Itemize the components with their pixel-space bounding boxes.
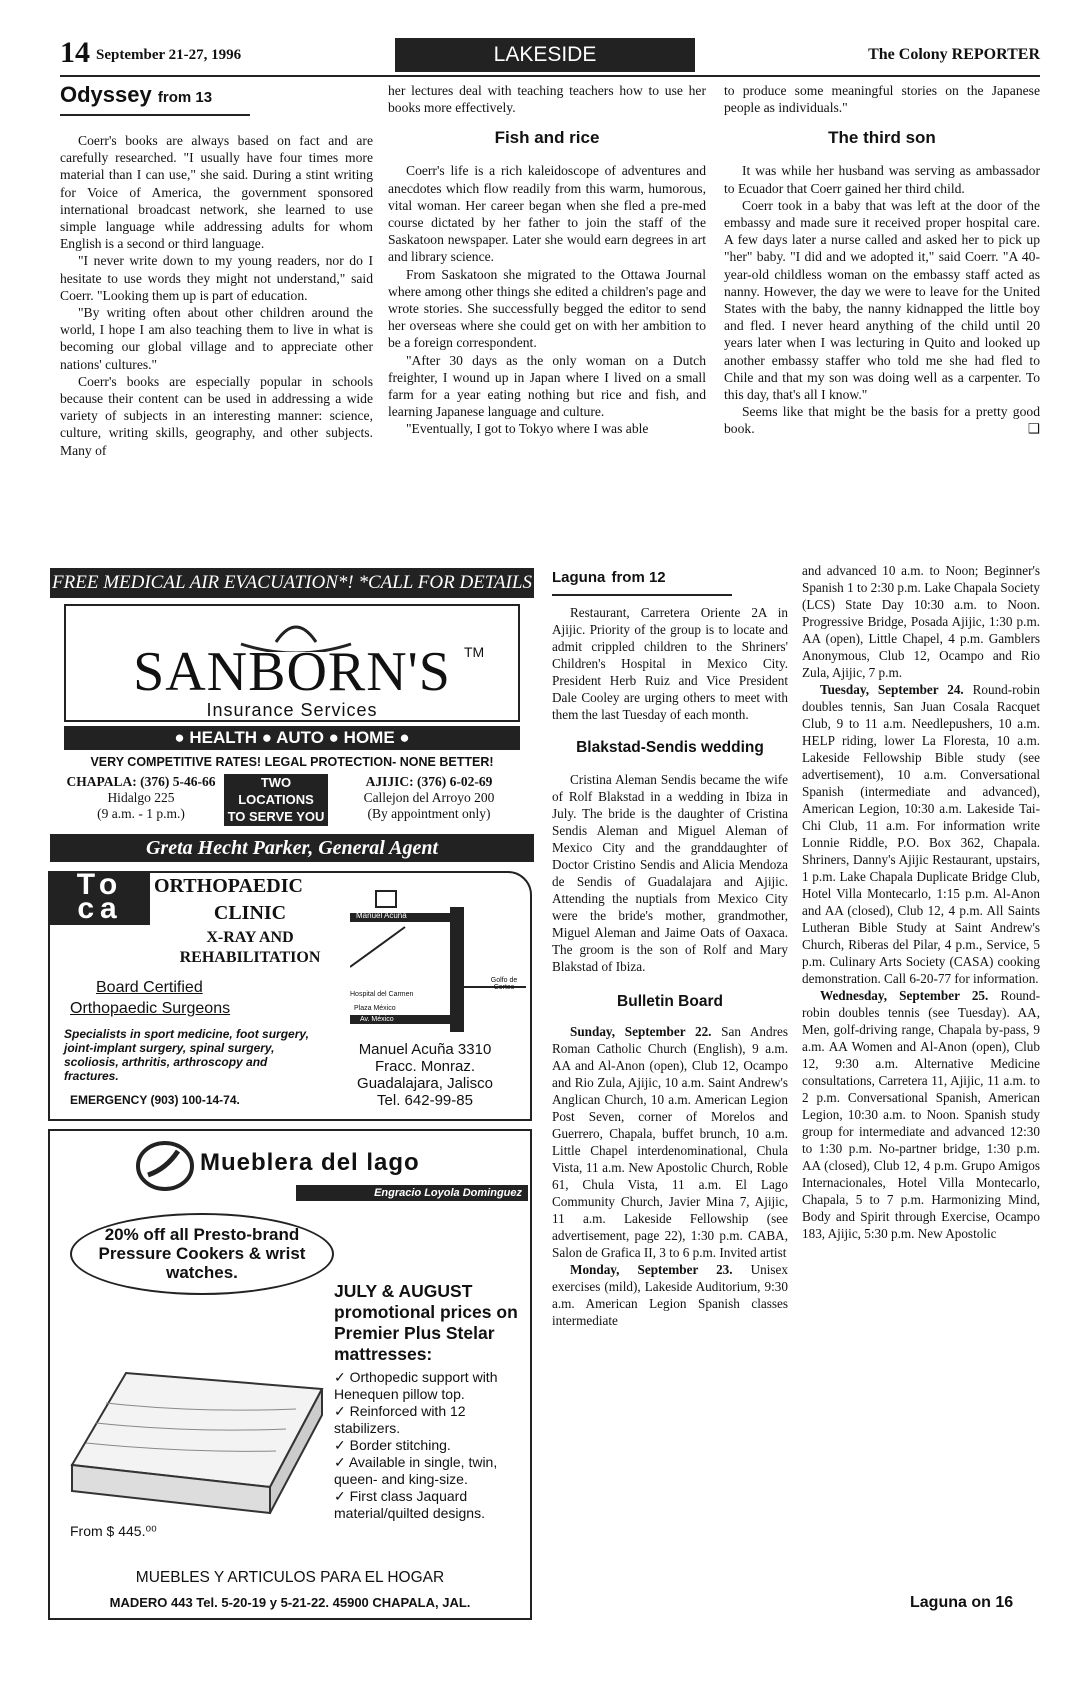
- clinic-address: [320, 1041, 530, 1109]
- odyssey-para: From Saskatoon she migrated to the Ottawa Journal where among other things she edited a children's page and wrote stories. She successfully begged the editor to send her overseas where she could get on with her ambition to be a foreign correspondent.: [388, 266, 706, 351]
- end-mark: ❑: [1027, 421, 1040, 437]
- locations-line: TO SERVE YOU: [227, 809, 325, 824]
- feature-item: ✓ Available in single, twin, queen- and king-size.: [334, 1454, 498, 1487]
- page-number: 14: [60, 36, 90, 69]
- toca-logo: [50, 868, 150, 925]
- sanborns-ad: [48, 566, 532, 864]
- oval-text: 20% off all Presto-brand Pressure Cookers & wrist watches.: [98, 1225, 306, 1282]
- odyssey-closing: Seems like that might be the basis for a pretty good book.: [724, 404, 1040, 437]
- odyssey-para: her lectures deal with teaching teachers how to use her books more effectively.: [388, 83, 706, 116]
- board-certified: [70, 977, 230, 1019]
- laguna-from: from 12: [611, 569, 666, 586]
- sanborns-sub: Insurance Services: [206, 700, 378, 720]
- chapala-phone: CHAPALA: (376) 5-46-66: [66, 774, 216, 789]
- chapala-hours: (9 a.m. - 1 p.m.): [97, 806, 185, 821]
- store-tagline: MUEBLES Y ARTICULOS PARA EL HOGAR: [135, 1569, 445, 1586]
- subhead-wedding: Blakstad-Sendis wedding: [576, 738, 764, 756]
- trademark: TM: [464, 644, 485, 660]
- laguna-col-2: [802, 562, 1040, 1242]
- odyssey-para: It was while her husband was serving as ambassador to Ecuador that Coerr gained her third child.: [724, 163, 1040, 196]
- specialties: Specialists in sport medicine, foot surgery, joint-implant surgery, spinal surgery, scoliosis, arthritis, arthroscopy and fractures.: [64, 1027, 309, 1083]
- ajijic-office: [334, 774, 524, 822]
- odyssey-headline: [60, 82, 373, 108]
- head-underline: [60, 114, 250, 116]
- odyssey-para: Coerr's books are especially popular in schools because their content can be used in addressing a wide variety of subjects in an interesting manner: science, culture, writing skills, geography, and other subjects. Many of: [60, 373, 373, 458]
- clinic-line: X-RAY AND: [206, 929, 294, 946]
- odyssey-para: "I never write down to my young readers, nor do I hesitate to use words they might not understand," said Coerr. "Looking them up is part of education.: [60, 253, 373, 303]
- feature-item: ✓ Orthopedic support with Henequen pillow top.: [334, 1369, 498, 1402]
- odyssey-para: Coerr's books are always based on fact and are carefully researched. "I usually have four times more material than I can use," she said. During a stint writing for Voice of America, the government sponsored international broadcast network, she learned to use simple language while addressing adults for whom English is a second or third language.: [60, 133, 373, 252]
- day-text: Round-robin doubles tennis (see Tuesday). AA, Men, golf-driving range, Chapala by-pass, 9 a.m. AA Women and Al-Anon (open), Club 12, 9:30 a.m. Alternative Medicine consultations, Carretera 11, Ajijic, 11 a.m. to 2 p.m. Conversational Spanish, American Legion, 10:30 a.m. to Noon. Spanish study group for intermediate and advanced 12:30 to 1:30 p.m. No-partner bridge, 1:30 p.m. AA (closed), Club 12, 4 p.m. Grupo Amigos Internacionales, Hotel Villa Montecarlo, Chapala, 5 to 7 p.m. Harmonizing Mind, Body and Spirit through Exercise, Ocampo 183, Ajijic, 5:30 p.m. New Apostolic: [802, 988, 1040, 1241]
- ajijic-phone: AJIJIC: (376) 6-02-69: [365, 774, 493, 789]
- address-line: Tel. 642-99-85: [377, 1092, 473, 1109]
- mueblera-owner: Engracio Loyola Dominguez: [296, 1185, 528, 1201]
- sanborns-top-banner: FREE MEDICAL AIR EVACUATION*! *CALL FOR DETAILS: [50, 568, 534, 598]
- locations-badge: [224, 774, 328, 826]
- odyssey-para: to produce some meaningful stories on the Japanese people as individuals.": [724, 83, 1040, 116]
- promo-oval: [70, 1213, 334, 1295]
- agent-bar: Greta Hecht Parker, General Agent: [50, 834, 534, 862]
- bulletin-monday: [552, 1261, 788, 1329]
- subhead-bulletin: Bulletin Board: [617, 992, 723, 1010]
- chapala-office: [66, 774, 216, 822]
- subhead-third-son: The third son: [828, 128, 936, 148]
- ajijic-address: Callejon del Arroyo 200: [363, 790, 495, 805]
- odyssey-head-word: Odyssey: [60, 82, 152, 107]
- map-label-plaza: Plaza México: [354, 1005, 396, 1012]
- mueblera-ad: [48, 1129, 532, 1620]
- feature-item: ✓ Reinforced with 12 stabilizers.: [334, 1403, 466, 1436]
- mueblera-logo-icon: [136, 1141, 194, 1191]
- odyssey-col-1: [60, 82, 373, 459]
- bulletin-wednesday: [802, 987, 1040, 1242]
- feature-list: [334, 1369, 528, 1522]
- clinic-line: CLINIC: [213, 902, 287, 924]
- odyssey-para: "Eventually, I got to Tokyo where I was able: [406, 421, 649, 437]
- address-line: Fracc. Monraz.: [374, 1058, 476, 1075]
- page-header: [60, 34, 1040, 74]
- odyssey-para: Coerr took in a baby that was left at the door of the embassy and made sure it received proper hospital care. A few days later a nurse called and asked her to pick up "her" baby. "I did and we adopted it," said Coerr. "A 40-year-old childless woman on the embassy staff acted as nanny. However, the day we were to leave for the United States with the baby, the nanny kidnapped the little boy and fled. I never heard anything of the child until 20 years later when I was lecturing in Quito and looked up another embassy staffer who told me she had fled to Chile and that my son was doing well as a carpenter. To this day, that's all I know.": [724, 197, 1040, 403]
- mattress-icon: [66, 1363, 328, 1523]
- address-line: Manuel Acuña 3310: [358, 1041, 492, 1058]
- chapala-address: Hidalgo 225: [107, 790, 175, 805]
- clinic-line: REHABILITATION: [179, 949, 321, 966]
- head-underline: [552, 594, 732, 596]
- laguna-head-word: Laguna: [552, 569, 606, 586]
- section-banner: LAKESIDE: [395, 38, 695, 72]
- issue-date: September 21-27, 1996: [96, 47, 242, 63]
- feature-item: ✓ Border stitching.: [334, 1437, 451, 1453]
- subhead-fish-rice: Fish and rice: [494, 128, 600, 148]
- map-label-avmexico: Av. México: [360, 1016, 394, 1023]
- wedding-para: Cristina Aleman Sendis became the wife of Rolf Blakstad in a wedding in Ibiza in July. The bride is the daughter of Cristina Sendis Aleman and Miguel Aleman of Mexico City and the granddaughter of Doctor Cristino Sendis and Alicia Mendoza de Sendis of Guadalajara and Ajijic. Attending the nuptials from Mexico City were the bride's mother, grandmother, Miguel Aleman and Jaime Oats of Oaxaca. The groom is the son of Rolf and Mary Blakstad of Ibiza.: [552, 771, 788, 974]
- day-text: Round-robin doubles tennis, San Juan Cosala Racquet Club, 9 to 11 a.m. Needlepushers, 10 a.m. HELP riding, lower La Floresta, 10 a.m. Lakeside Fellowship Bible study (see advertisement), 10 a.m. Conversational Spanish (intermediate and advanced), American Legion, 10:30 a.m. Lakeside Tai-Chi Club, 11 a.m. For information write Lonnie Riddle, P.O. Box 362, Chapala. Shriners, Danny's Ajijic Restaurant, upstairs, 1 p.m. Lake Chapala Duplicate Bridge Club, Hotel Villa Montecarlo, 1:15 p.m. Al-Anon and AA (closed), Club 12, 4 p.m. All Saints Lutheran Bible Study at Saint Andrew's Church, Riberas del Pilar, 4 p.m., Service, 5 p.m. Culinary Arts Society (CASA) cooking demonstration. Call 6-20-77 for information.: [802, 682, 1040, 986]
- odyssey-para: [724, 403, 1040, 437]
- logo-bottom: ca: [77, 892, 123, 925]
- map-label-hospital: Hospital del Carmen: [350, 991, 414, 998]
- header-rule: [60, 75, 1040, 77]
- sanborns-logo: SANBORN'S: [133, 641, 451, 703]
- board-line: Orthopaedic Surgeons: [70, 1000, 231, 1017]
- mueblera-name: Mueblera del lago: [200, 1149, 420, 1176]
- emergency-line: EMERGENCY (903) 100-14-74.: [70, 1093, 240, 1107]
- day-text: San Andres Roman Catholic Church (English), 9 a.m. AA and Al-Anon (open), Club 12, Ocampo and Rio Zula, Ajijic, 10 a.m. Saint Andrew's Anglican Church, 10 a.m. American Legion Post Seven, corner of Morelos and Guerrero, Chapala, buffet brunch, 10 a.m. Little Chapel interdenominational, Chula Vista, 11 a.m. New Apostolic Church, Roble 61, Chula Vista, 11 a.m. El Lago Community Church, Javier Mina 7, Ajijic, 11 a.m. Lakeside Fellowship (see advertisement, page 22), 1:30 p.m. CABA, Salon de Grafica II, 3 to 6 p.m. Invited artist: [552, 1023, 788, 1260]
- odyssey-col-2: [388, 82, 706, 438]
- day-label: Tuesday, September 24.: [820, 682, 964, 697]
- locations-line: TWO: [260, 775, 292, 790]
- odyssey-para: Coerr's life is a rich kaleidoscope of adventures and anecdotes which flow readily from this warm, humorous, vital woman. Her career began when she fled a pre-med course dictated by her father to join the staff of the Saskatoon newspaper. Later she would earn degrees in art and library science.: [388, 163, 706, 265]
- bulletin-tuesday: [802, 681, 1040, 987]
- odyssey-para: "By writing often about other children around the world, I hope I am also teaching them to live in what is becoming our global village and to appreciate other nations' cultures.": [60, 305, 373, 372]
- rates-line: VERY COMPETITIVE RATES! LEGAL PROTECTION- NONE BETTER!: [90, 755, 494, 769]
- feature-item: ✓ First class Jaquard material/quilted designs.: [334, 1488, 485, 1521]
- address-line: Guadalajara, Jalisco: [357, 1075, 493, 1092]
- map-label-homero: Homero: [440, 959, 449, 988]
- odyssey-para: "After 30 days as the only woman on a Dutch freighter, I wound up in Japan where I lived on a small farm for a year eating nothing but rice and fish, and learning Japanese language and culture.: [388, 352, 706, 420]
- locations-line: LOCATIONS: [238, 792, 314, 807]
- board-line: Board Certified: [96, 979, 203, 996]
- jump-line[interactable]: Laguna on 16: [910, 1594, 1014, 1611]
- day-label: Sunday, September 22.: [570, 1023, 712, 1039]
- coverage-bar: ● HEALTH ● AUTO ● HOME ●: [64, 726, 520, 750]
- laguna-headline: [552, 562, 788, 588]
- day-label: Monday, September 23.: [570, 1261, 733, 1277]
- map-label-golfo: Golfo de Cortes: [490, 977, 518, 991]
- laguna-para: and advanced 10 a.m. to Noon; Beginner's Spanish 1 to 2:30 p.m. Lake Chapala Society (LCS) State Day 10:30 a.m. to Noon. Progressive Bridge, Posada Ajijic, 1:30 p.m. AA (open), Little Chapel, 4 p.m. Gamblers Anonymous, Club 12, Ocampo and Rio Zula, Ajijic, 7 p.m.: [802, 563, 1040, 680]
- mattress-price: From $ 445.⁰⁰: [70, 1523, 157, 1539]
- store-address: MADERO 443 Tel. 5-20-19 y 5-21-22. 45900 CHAPALA, JAL.: [109, 1595, 471, 1610]
- day-label: Wednesday, September 25.: [820, 988, 989, 1003]
- odyssey-from: from 13: [157, 89, 213, 106]
- paper-name: The Colony REPORTER: [868, 46, 1040, 63]
- location-map: [350, 887, 526, 1037]
- sanborns-logo-box: [64, 604, 520, 722]
- laguna-col-1: [552, 562, 788, 1329]
- ajijic-hours: (By appointment only): [367, 806, 491, 821]
- bulletin-sunday: [552, 1023, 788, 1261]
- clinic-line: ORTHOPAEDIC: [154, 875, 303, 897]
- logo-top: To: [76, 868, 124, 901]
- laguna-para: Restaurant, Carretera Oriente 2A in Ajijic. Priority of the group is to locate and admit crippled children to the Shriners' Children's Hospital in Mexico City. President Herb Ruiz and Vice President Dale Cooley are urging others to meet with them the last Tuesday of each month.: [552, 604, 788, 722]
- clinic-title: [150, 875, 350, 967]
- promo-text: JULY & AUGUST promotional prices on Premier Plus Stelar mattresses:: [334, 1281, 518, 1364]
- map-label-acuna: Manuel Acuña: [356, 911, 407, 920]
- odyssey-col-3: [724, 82, 1040, 438]
- orthopaedic-ad: [48, 868, 532, 1121]
- day-text: Unisex exercises (mild), Lakeside Auditorium, 9:30 a.m. American Legion Spanish classes intermediate: [552, 1261, 788, 1328]
